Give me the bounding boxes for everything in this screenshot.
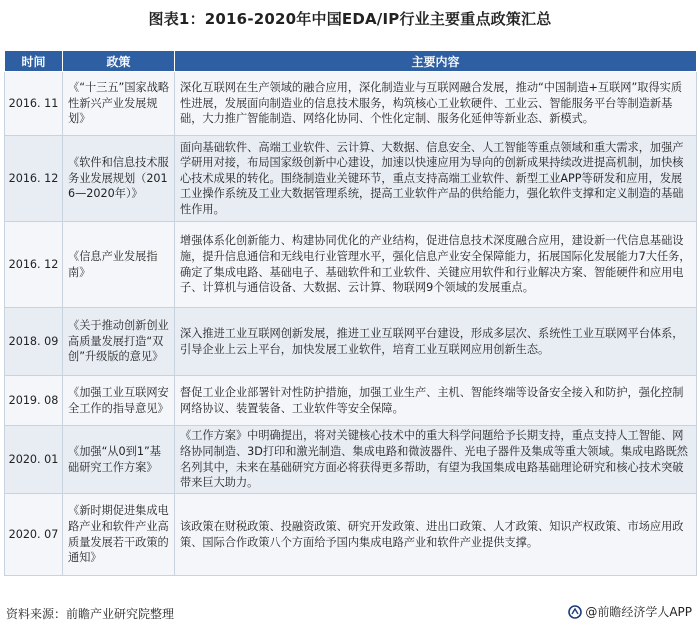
cell-time: 2020. 01 (5, 426, 63, 494)
table-row (5, 376, 697, 426)
table-row (5, 72, 697, 136)
header-policy: 政策 (63, 51, 175, 72)
header-time: 时间 (5, 51, 63, 72)
cell-content: 该政策在财税政策、投融资政策、研究开发政策、进出口政策、人才政策、知识产权政策、市场应用政策、国际合作政策八个方面给予国内集成电路产业和软件产业提供支撑。 (175, 494, 697, 576)
table-row (5, 494, 697, 576)
brand-logo-icon (568, 605, 582, 619)
table-row (5, 308, 697, 376)
cell-content: 增强体系化创新能力、构建协同优化的产业结构，促进信息技术深度融合应用，建设新一代信息基础设施，提升信息通信和无线电行业管理水平，强化信息产业安全保障能力，拓展国际化发展能力7大任务，确定了集成电路、基础电子、基础软件和工业软件、关键应用软件和行业解决方案、智能硬件和应用电子、计算机与通信设备、大数据、云计算、物联网9个领域的发展重点。 (175, 222, 697, 308)
table-row (5, 136, 697, 222)
cell-time: 2016. 12 (5, 222, 63, 308)
brand-credit (568, 603, 692, 620)
cell-policy: 《加强工业互联网安全工作的指导意见》 (63, 376, 175, 426)
table-row (5, 426, 697, 494)
cell-content: 深化互联网在生产领域的融合应用，深化制造业与互联网融合发展，推动“中国制造+互联网”取得实质性进展，发展面向制造业的信息技术服务，构筑核心工业软硬件、工业云、智能服务平台等制造新基础，大力推广智能制造、网络化协同、个性化定制、服务化延伸等新业态、新模式。 (175, 72, 697, 136)
cell-policy: 《关于推动创新创业高质量发展打造“双创”升级版的意见》 (63, 308, 175, 376)
cell-policy: 《“十三五”国家战略性新兴产业发展规划》 (63, 72, 175, 136)
source-note: 资料来源：前瞻产业研究院整理 (6, 607, 175, 621)
cell-time: 2020. 07 (5, 494, 63, 576)
table-row (5, 222, 697, 308)
cell-policy: 《信息产业发展指南》 (63, 222, 175, 308)
cell-policy: 《加强“从0到1”基础研究工作方案》 (63, 426, 175, 494)
cell-content: 督促工业企业部署针对性防护措施，加强工业生产、主机、智能终端等设备安全接入和防护，强化控制网络协议、装置装备、工业软件等安全保障。 (175, 376, 697, 426)
brand-text: @前瞻经济学人APP (585, 605, 692, 619)
policy-table (4, 50, 697, 576)
cell-policy: 《软件和信息技术服务业发展规划（2016—2020年）》 (63, 136, 175, 222)
page-title: 图表1：2016-2020年中国EDA/IP行业主要重点政策汇总 (148, 10, 552, 28)
cell-time: 2016. 11 (5, 72, 63, 136)
cell-content: 面向基础软件、高端工业软件、云计算、大数据、信息安全、人工智能等重点领域和重大需求，加强产学研用对接，布局国家级创新中心建设，加速以快速应用为导向的创新成果持续改进提高机制，加快核心技术成果的转化。围绕制造业关键环节，重点支持高端工业软件、新型工业APP等研发和应用，发展工业操作系统及工业大数据管理系统，提高工业软件产品的供给能力，强化软件支撑和定义制造的基础性作用。 (175, 136, 697, 222)
cell-content: 深入推进工业互联网创新发展，推进工业互联网平台建设，形成多层次、系统性工业互联网平台体系，引导企业上云上平台，加快发展工业软件，培育工业互联网应用创新生态。 (175, 308, 697, 376)
cell-time: 2016. 12 (5, 136, 63, 222)
cell-time: 2018. 09 (5, 308, 63, 376)
table-header-row (5, 51, 697, 72)
header-content: 主要内容 (175, 51, 697, 72)
cell-content: 《工作方案》中明确提出，将对关键核心技术中的重大科学问题给予长期支持，重点支持人工智能、网络协同制造、3D打印和激光制造、集成电路和微波器件、光电子器件及集成等重大领域。集成电路既然名列其中，未来在基础研究方面必将获得更多帮助，有望为我国集成电路基础理论研究和核心技术突破带来巨大助力。 (175, 426, 697, 494)
cell-time: 2019. 08 (5, 376, 63, 426)
cell-policy: 《新时期促进集成电路产业和软件产业高质量发展若干政策的通知》 (63, 494, 175, 576)
